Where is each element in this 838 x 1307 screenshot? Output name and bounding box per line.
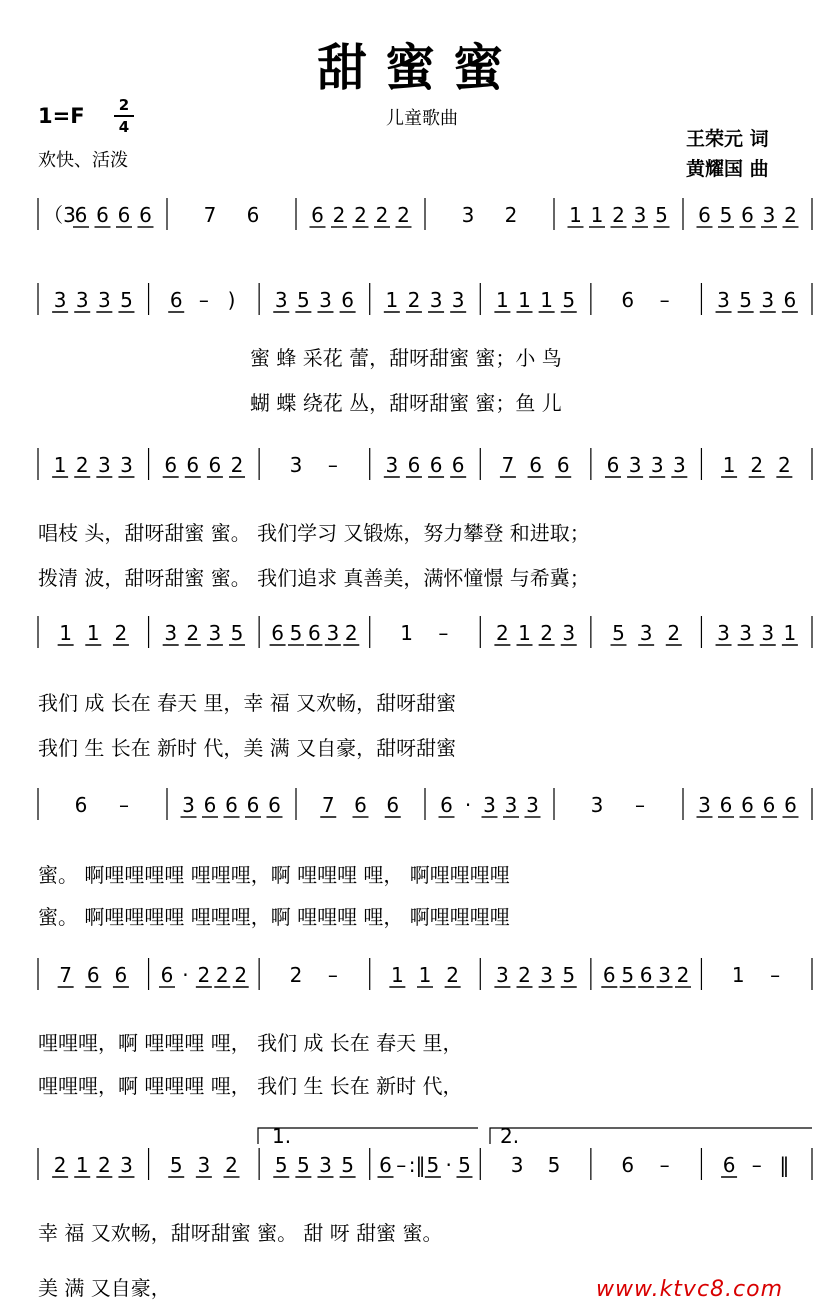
- note: （3: [43, 203, 76, 227]
- note: 6: [783, 288, 797, 312]
- lyric-line: 蜜。 啊哩哩哩哩 哩哩哩，啊 哩哩哩 哩， 啊哩哩哩哩: [38, 863, 510, 887]
- note: 5: [341, 1153, 354, 1177]
- note: 2: [234, 963, 248, 987]
- note: 3: [182, 793, 195, 817]
- note: 3: [120, 1153, 133, 1177]
- note: 2: [407, 288, 421, 312]
- site-watermark: www.ktvc8.com: [596, 1277, 784, 1302]
- note: 6: [602, 963, 616, 987]
- note: 3: [717, 621, 730, 645]
- note: 3: [483, 793, 496, 817]
- note: 5: [169, 1153, 183, 1177]
- note: 2: [75, 453, 89, 477]
- note: 3: [319, 288, 332, 312]
- note: 6: [160, 963, 174, 987]
- note: 5: [458, 1153, 471, 1177]
- note: ): [227, 288, 236, 312]
- note: 1: [722, 453, 736, 477]
- lyric-line: 我们 成 长在 春天 里，幸 福 又欢畅，甜呀甜蜜: [38, 691, 457, 715]
- note: 5: [612, 621, 625, 645]
- note: 6: [784, 793, 797, 817]
- note: 6: [722, 1153, 736, 1177]
- note: –: [659, 288, 670, 312]
- note: 3: [496, 963, 509, 987]
- time-signature-top: 2: [118, 96, 130, 114]
- note: 3: [53, 288, 67, 312]
- note: 2: [186, 621, 200, 645]
- note: 2: [397, 203, 410, 227]
- note: 6: [719, 793, 733, 817]
- note: 6: [606, 453, 620, 477]
- note: :‖: [408, 1153, 426, 1177]
- note: 6: [169, 288, 183, 312]
- note: 2: [540, 621, 553, 645]
- note: 5: [297, 1153, 310, 1177]
- note: 2: [504, 203, 518, 227]
- note: 3: [75, 288, 89, 312]
- note: 6: [429, 453, 443, 477]
- note: –: [751, 1153, 762, 1177]
- note: 6: [96, 203, 109, 227]
- note: 3: [429, 288, 443, 312]
- note: 3: [672, 453, 686, 477]
- note: 6: [225, 793, 238, 817]
- note: 3: [739, 621, 753, 645]
- time-signature-bottom: 4: [118, 118, 130, 136]
- note: 1: [731, 963, 745, 987]
- note: 3: [761, 621, 775, 645]
- lyric-line: 蜜 蜂 采花 蕾，甜呀甜蜜 蜜；小 鸟: [250, 346, 562, 370]
- genre-label: 儿童歌曲: [386, 108, 458, 129]
- note: 1: [400, 621, 413, 645]
- note: 6: [268, 793, 281, 817]
- note: 3: [97, 288, 111, 312]
- lyric-line: 我们 生 长在 新时 代，美 满 又自豪，甜呀甜蜜: [38, 736, 457, 760]
- note: 3: [633, 203, 647, 227]
- note: 1: [496, 288, 509, 312]
- note: 1: [518, 288, 531, 312]
- note: –: [396, 1153, 407, 1177]
- note: ‖: [779, 1153, 790, 1177]
- lyric-line: 美 满 又自豪，: [38, 1276, 171, 1300]
- note: 1: [569, 203, 582, 227]
- note: 6: [311, 203, 324, 227]
- note: 7: [203, 203, 217, 227]
- note: 6: [74, 203, 88, 227]
- note: 6: [440, 793, 453, 817]
- note: 2: [676, 963, 690, 987]
- note: 6: [639, 963, 653, 987]
- note: 6: [407, 453, 421, 477]
- note: 6: [186, 453, 200, 477]
- note: 2: [496, 621, 509, 645]
- note: 1: [418, 963, 432, 987]
- note: 6: [762, 793, 776, 817]
- note: 3: [197, 1153, 211, 1177]
- note: 5: [621, 963, 635, 987]
- note: –: [635, 793, 645, 817]
- note: 3: [639, 621, 653, 645]
- note: 6: [621, 288, 635, 312]
- note: –: [438, 621, 449, 645]
- note: 1: [59, 621, 73, 645]
- note: 2: [750, 453, 764, 477]
- note: 2: [114, 621, 128, 645]
- note: 1: [385, 288, 399, 312]
- note: 6: [741, 793, 754, 817]
- note: 2: [332, 203, 346, 227]
- note: 3: [97, 453, 111, 477]
- note: 3: [526, 793, 539, 817]
- note: –: [659, 1153, 670, 1177]
- note: 6: [246, 793, 260, 817]
- note: 3: [461, 203, 475, 227]
- note: 3: [504, 793, 518, 817]
- note: ·: [445, 1153, 452, 1177]
- note: 1: [590, 203, 604, 227]
- note: 6: [164, 453, 178, 477]
- note: –: [770, 963, 781, 987]
- note: 6: [86, 963, 100, 987]
- note: 2: [225, 1153, 238, 1177]
- note: 3: [650, 453, 664, 477]
- note: 3: [717, 288, 730, 312]
- note: 5: [739, 288, 753, 312]
- note: 6: [529, 453, 542, 477]
- note: 5: [547, 1153, 561, 1177]
- note: 2: [289, 963, 303, 987]
- note: 3: [762, 203, 776, 227]
- song-title: 甜蜜蜜: [317, 39, 521, 97]
- note: 5: [120, 288, 133, 312]
- note: 6: [246, 203, 260, 227]
- note: 3: [540, 963, 553, 987]
- key-signature: 1=F: [38, 104, 85, 128]
- note: 1: [75, 1153, 89, 1177]
- note: 3: [385, 453, 399, 477]
- note: 2: [354, 203, 367, 227]
- lyric-line: 唱枝 头，甜呀甜蜜 蜜。 我们学习 又锻炼，努力攀登 和进取；: [38, 521, 590, 545]
- note: 5: [289, 621, 303, 645]
- note: 5: [274, 1153, 288, 1177]
- note: 1: [86, 621, 100, 645]
- note: ·: [182, 963, 189, 987]
- note: 3: [590, 793, 604, 817]
- note: 1: [390, 963, 404, 987]
- note: –: [198, 288, 209, 312]
- note: 3: [319, 1153, 332, 1177]
- note: 2: [518, 963, 531, 987]
- note: 6: [203, 793, 217, 817]
- note: 6: [556, 453, 570, 477]
- volta-first-label: 1.: [272, 1124, 292, 1148]
- lyric-line: 哩哩哩，啊 哩哩哩 哩， 我们 成 长在 春天 里，: [38, 1031, 463, 1055]
- note: 1: [518, 621, 531, 645]
- note: 2: [215, 963, 229, 987]
- note: 2: [97, 1153, 111, 1177]
- volta-second-label: 2.: [500, 1124, 520, 1148]
- note: –: [327, 453, 338, 477]
- note: 3: [562, 621, 576, 645]
- note: 6: [139, 203, 152, 227]
- composer-credit: 黄耀国 曲: [686, 158, 769, 180]
- note: 7: [321, 793, 335, 817]
- note: 6: [386, 793, 400, 817]
- note: 2: [197, 963, 211, 987]
- note: 6: [379, 1153, 392, 1177]
- lyric-line: 拨清 波，甜呀甜蜜 蜜。 我们追求 真善美，满怀憧憬 与希冀；: [38, 566, 590, 590]
- note: 3: [658, 963, 671, 987]
- tempo-marking: 欢快、活泼: [38, 150, 128, 171]
- note: 3: [274, 288, 288, 312]
- note: 2: [784, 203, 797, 227]
- note: 3: [698, 793, 711, 817]
- lyric-line: 哩哩哩，啊 哩哩哩 哩， 我们 生 长在 新时 代，: [38, 1074, 463, 1098]
- note: 5: [562, 963, 576, 987]
- note: 6: [451, 453, 465, 477]
- note: 5: [426, 1153, 440, 1177]
- lyric-line: 幸 福 又欢畅，甜呀甜蜜 蜜。 甜 呀 甜蜜 蜜。: [38, 1221, 443, 1245]
- note: 3: [208, 621, 222, 645]
- note: 5: [562, 288, 576, 312]
- note: 2: [777, 453, 791, 477]
- lyric-line: 蜜。 啊哩哩哩哩 哩哩哩，啊 哩哩哩 哩， 啊哩哩哩哩: [38, 905, 510, 929]
- note: 3: [120, 453, 133, 477]
- note: 6: [308, 621, 321, 645]
- note: 2: [230, 453, 244, 477]
- lyricist-credit: 王荣元 词: [686, 128, 769, 150]
- note: 3: [289, 453, 303, 477]
- note: 5: [230, 621, 244, 645]
- note: 2: [446, 963, 460, 987]
- note: 6: [341, 288, 354, 312]
- note: 1: [53, 453, 67, 477]
- note: 6: [208, 453, 222, 477]
- note: 3: [628, 453, 642, 477]
- note: 7: [59, 963, 73, 987]
- note: 5: [719, 203, 733, 227]
- note: 6: [117, 203, 131, 227]
- note: 3: [164, 621, 178, 645]
- note: 5: [655, 203, 668, 227]
- note: 3: [326, 621, 340, 645]
- note: 1: [783, 621, 797, 645]
- note: 3: [510, 1153, 524, 1177]
- note: –: [327, 963, 338, 987]
- note: 2: [667, 621, 681, 645]
- note: 6: [114, 963, 128, 987]
- note: 1: [540, 288, 553, 312]
- note: 2: [344, 621, 358, 645]
- note: 2: [612, 203, 625, 227]
- note: 6: [698, 203, 711, 227]
- note: 6: [74, 793, 88, 817]
- note: ·: [464, 793, 472, 817]
- note: 3: [451, 288, 465, 312]
- note: 6: [271, 621, 284, 645]
- note: 6: [621, 1153, 635, 1177]
- note: 6: [741, 203, 754, 227]
- note: 7: [501, 453, 515, 477]
- lyric-line: 蝴 蝶 绕花 丛，甜呀甜蜜 蜜；鱼 儿: [250, 391, 562, 415]
- note: 6: [354, 793, 367, 817]
- note: –: [119, 793, 129, 817]
- note: 2: [375, 203, 389, 227]
- note: 3: [761, 288, 775, 312]
- volta-second-bracket: [490, 1128, 812, 1144]
- note: 5: [297, 288, 310, 312]
- note: 2: [53, 1153, 67, 1177]
